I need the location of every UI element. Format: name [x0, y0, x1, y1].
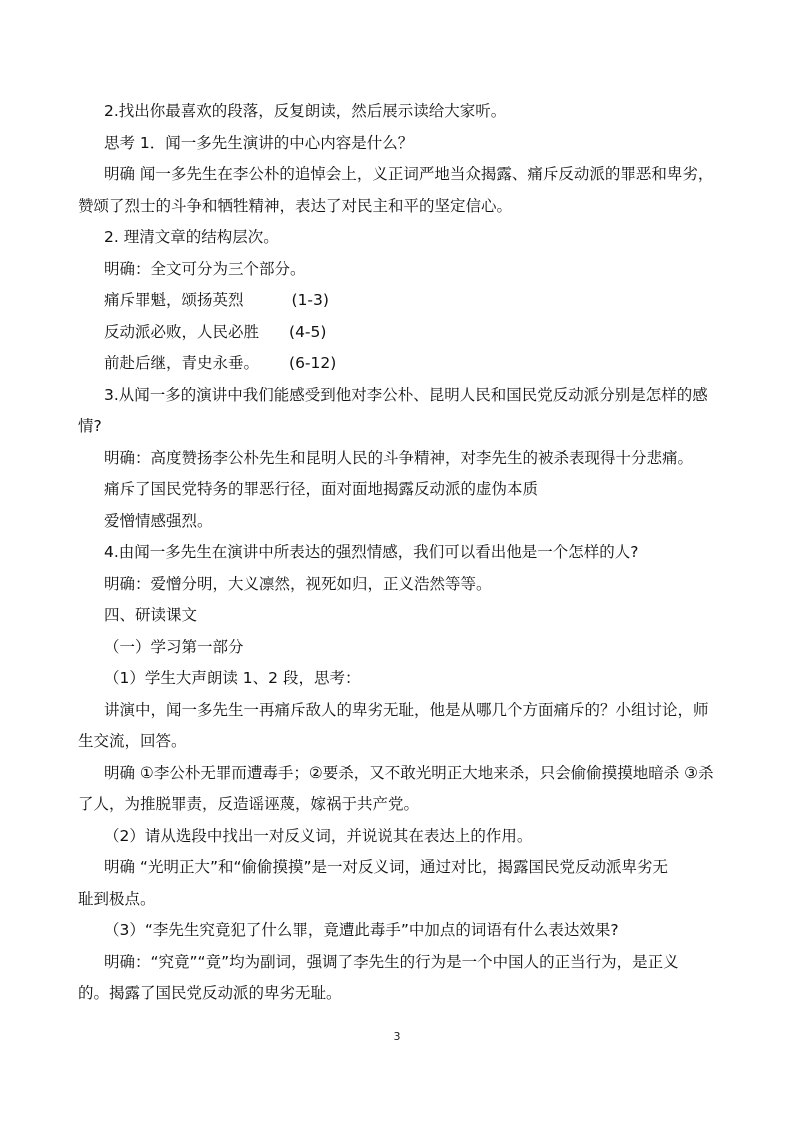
text-line: 3.从闻一多的演讲中我们能感受到他对李公朴、昆明人民和国民党反动派分别是怎样的感	[104, 385, 708, 404]
text-line: 明确 “光明正大”和“偷偷摸摸”是一对反义词，通过对比，揭露国民党反动派卑劣无	[104, 858, 669, 876]
structure-line	[104, 285, 724, 317]
structure-line	[104, 317, 724, 349]
text-line: （1）学生大声朗读 1、2 段，思考：	[104, 669, 361, 687]
text-line: 明确 ①李公朴无罪而遭毒手；②要杀，又不敢光明正大地来杀，只会偷偷摸摸地暗杀 ③杀	[104, 763, 714, 782]
text-line: 4.由闻一多先生在演讲中所表达的强烈情感，我们可以看出他是一个怎样的人?	[104, 543, 639, 561]
document-body	[78, 96, 724, 1010]
text-line: 爱憎情感强烈。	[104, 511, 213, 530]
text-line: 2.找出你最喜欢的段落，反复朗读，然后展示读给大家听。	[104, 102, 507, 120]
structure-part: 反动派必败，人民必胜	[104, 322, 260, 341]
text-line: 思考 1．闻一多先生演讲的中心内容是什么？	[104, 133, 414, 152]
text-line: 2. 理清文章的结构层次。	[104, 228, 279, 246]
text-line: 明确：“究竟”“竟”均为副词，强调了李先生的行为是一个中国人的正当行为，是正义	[104, 952, 679, 971]
structure-line	[104, 348, 724, 380]
text-line: 明确：爱憎分明，大义凛然，视死如归，正义浩然等等。	[104, 574, 492, 593]
page-number: 3	[393, 1030, 401, 1043]
text-line: 赞颂了烈士的斗争和牺牲精神，表达了对民主和平的坚定信心。	[78, 196, 513, 215]
text-line: 耻到极点。	[78, 889, 156, 908]
text-line: 明确：全文可分为三个部分。	[104, 259, 306, 278]
structure-part: 痛斥罪魁，颂扬英烈	[104, 291, 244, 309]
text-line: 明确 闻一多先生在李公朴的追悼会上，义正词严地当众揭露、痛斥反动派的罪恶和卑劣，	[104, 165, 714, 183]
text-line: 生交流，回答。	[78, 732, 187, 750]
text-line: 痛斥了国民党特务的罪恶行径，面对面地揭露反动派的虚伪本质	[104, 480, 539, 498]
text-line: 情?	[78, 417, 102, 435]
subsection-heading: （一）学习第一部分	[104, 637, 244, 656]
paragraph-range: (1-3)	[291, 291, 329, 309]
text-line: 了人，为推脱罪责，反造谣诬蔑，嫁祸于共产党。	[78, 795, 420, 813]
text-line: （2）请从选段中找出一对反义词，并说说其在表达上的作用。	[104, 826, 533, 845]
paragraph-range: (6-12)	[289, 354, 337, 372]
text-line: 明确：高度赞扬李公朴先生和昆明人民的斗争精神，对李先生的被杀表现得十分悲痛。	[104, 448, 694, 467]
text-line: 讲演中，闻一多先生一再痛斥敌人的卑劣无耻，他是从哪几个方面痛斥的？小组讨论，师	[104, 700, 709, 719]
text-line: （3）“李先生究竟犯了什么罪，竟遭此毒手”中加点的词语有什么表达效果?	[104, 921, 619, 939]
paragraph-range: (4-5)	[289, 322, 327, 341]
section-heading: 四、研读课文	[104, 606, 198, 624]
text-line: 的。揭露了国民党反动派的卑劣无耻。	[78, 984, 342, 1002]
structure-part: 前赴后继，青史永垂。	[104, 354, 260, 372]
